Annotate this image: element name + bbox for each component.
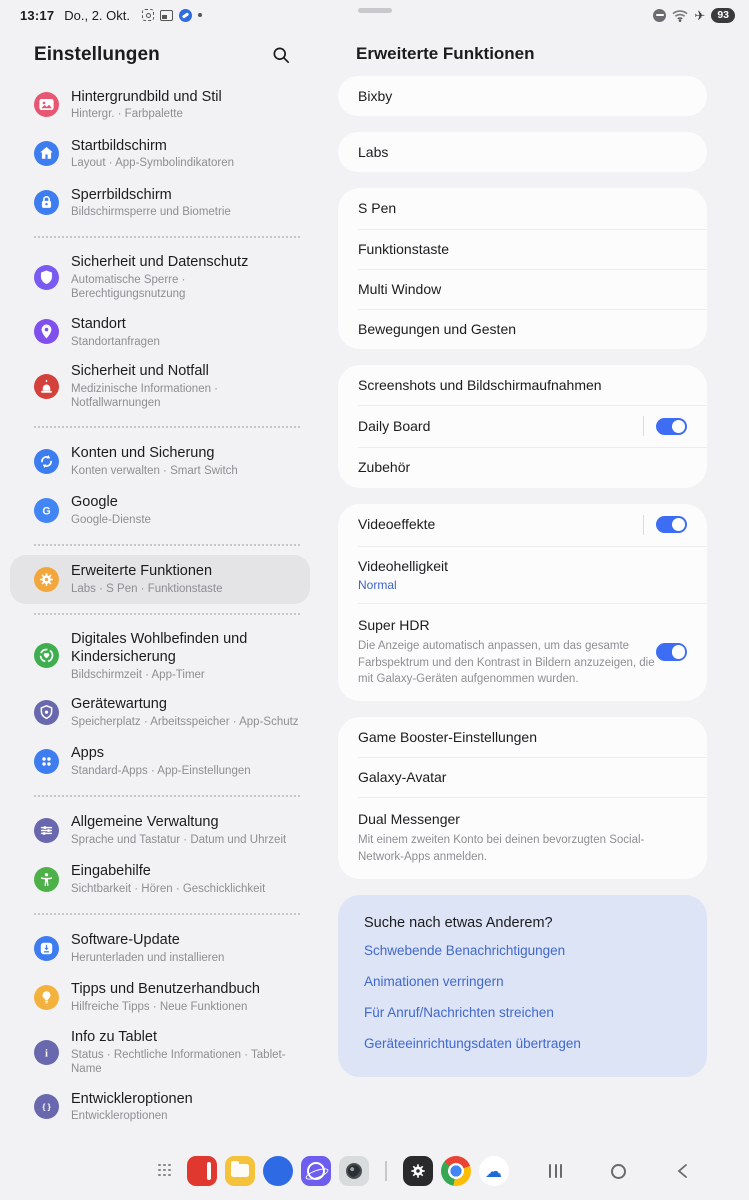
svg-text:i: i (45, 1047, 48, 1060)
sidebar-item-erweiterte-funktionen[interactable] (10, 555, 310, 604)
lock-icon (34, 190, 59, 215)
sidebar-item-tipps-und-benutzerhandbuch[interactable] (10, 973, 310, 1022)
dev-icon (34, 1094, 59, 1119)
setting-description: Die Anzeige automatisch anpassen, um das gesamte Farbspektrum und den Kontrast in Bildern anzuzeigen, die mit Galaxy-Geräten aufgenommen wurden. (358, 639, 655, 686)
tips-icon (34, 985, 59, 1010)
settings-card (338, 717, 707, 879)
toggle-divider (643, 416, 645, 436)
sidebar-item-subtitle: Hilfreiche Tipps · Neue Funktionen (71, 1001, 248, 1013)
home-button[interactable] (611, 1164, 626, 1179)
sidebar-item-label: Apps (71, 745, 105, 762)
setting-label: Bewegungen und Gesten (358, 320, 517, 337)
shield-icon (34, 265, 59, 290)
sidebar-item-subtitle: Bildschirmsperre und Biometrie (71, 206, 231, 219)
suggestion-link-für-anruf-nachrichten-streichen[interactable]: Für Anruf/Nachrichten streichen (364, 1004, 554, 1020)
messages-app-icon[interactable] (263, 1156, 293, 1186)
wallpaper-icon (34, 92, 59, 117)
sidebar-item-allgemeine-verwaltung[interactable] (10, 806, 310, 855)
sidebar-item-standort[interactable] (10, 307, 310, 356)
setting-label: Multi Window (358, 280, 442, 297)
sidebar-item-subtitle: Konten verwalten · Smart Switch (71, 464, 238, 477)
setting-row-bewegungen-und-gesten[interactable] (338, 309, 707, 349)
sidebar-header (0, 36, 320, 76)
sidebar-item-sicherheit-und-datenschutz[interactable] (10, 247, 310, 307)
page-title: Einstellungen (34, 44, 160, 65)
setting-row-videohelligkeit[interactable] (338, 546, 707, 603)
sidebar-item-label: Info zu Tablet (71, 1028, 157, 1045)
sidebar-item-label: Sperrbildschirm (71, 186, 172, 203)
sidebar-item-subtitle: Hintergr. · Farbpalette (71, 108, 183, 121)
toggle-switch[interactable] (656, 418, 687, 436)
sidebar-item-entwickleroptionen[interactable] (10, 1082, 310, 1131)
onedrive-app-icon[interactable]: ☁ (479, 1156, 509, 1186)
recents-button[interactable] (549, 1164, 562, 1178)
update-icon (34, 936, 59, 961)
battery-indicator: 93 (711, 8, 735, 23)
setting-label: Videoeffekte (358, 516, 436, 533)
search-suggestion-card (338, 895, 707, 1077)
files-app-icon[interactable] (225, 1156, 255, 1186)
devicecare-icon (34, 700, 59, 725)
sidebar-item-label: Tipps und Benutzerhandbuch (71, 981, 260, 998)
setting-row-labs[interactable] (338, 132, 707, 172)
sliders-icon (34, 818, 59, 843)
sidebar-item-sicherheit-und-notfall[interactable] (10, 356, 310, 416)
sidebar-item-label: Software-Update (71, 932, 180, 949)
setting-label: Bixby (358, 88, 393, 104)
suggestion-link-schwebende-benachrichtigungen[interactable]: Schwebende Benachrichtigungen (364, 942, 566, 958)
sidebar-item-sperrbildschirm[interactable] (10, 178, 310, 227)
settings-card (338, 188, 707, 349)
settings-app-icon[interactable] (403, 1156, 433, 1186)
sidebar-item-subtitle: Standard-Apps · App-Einstellungen (71, 765, 251, 777)
sidebar-item-label: Standort (71, 315, 126, 332)
sidebar-item-subtitle: Speicherplatz · Arbeitsspeicher · App-Schutz (71, 716, 299, 728)
sidebar-item-apps[interactable] (10, 737, 310, 786)
sidebar-item-label: Hintergrundbild und Stil (71, 88, 222, 105)
navigation-bar (549, 1163, 689, 1179)
screen-handle (358, 8, 392, 13)
suggestion-links (344, 935, 701, 1059)
sidebar-item-info-zu-tablet[interactable] (10, 1022, 310, 1082)
siren-icon (34, 374, 59, 399)
sidebar-item-subtitle: Sprache und Tastatur · Datum und Uhrzeit (71, 834, 287, 846)
setting-label: Videohelligkeit (358, 557, 449, 574)
setting-label: Screenshots und Bildschirmaufnahmen (358, 377, 602, 394)
home-icon (34, 141, 59, 166)
smart-select-icon (142, 9, 154, 21)
advanced-features-pane (324, 30, 749, 1148)
sidebar-item-subtitle: Herunterladen und installieren (71, 952, 225, 964)
settings-sidebar (0, 30, 324, 1148)
setting-label: Dual Messenger (358, 811, 460, 828)
sidebar-item-startbildschirm[interactable] (10, 129, 310, 178)
sidebar-item-subtitle: Medizinische Informationen · Notfallwarnungen (71, 383, 219, 410)
clock: 13:17 (20, 7, 55, 23)
chrome-app-icon[interactable] (441, 1156, 471, 1186)
all-apps-icon[interactable] (158, 1164, 173, 1179)
sidebar-item-konten-und-sicherung[interactable] (10, 437, 310, 486)
sidebar-item-subtitle: Standortanfragen (71, 335, 160, 348)
sidebar-item-subtitle: Sichtbarkeit · Hören · Geschicklichkeit (71, 883, 266, 895)
sidebar-item-label: Google (71, 494, 118, 511)
settings-cards (338, 76, 707, 879)
date: Do., 2. Okt. (64, 7, 130, 23)
mute-icon (653, 9, 666, 22)
airplane-icon: ✈ (694, 7, 706, 23)
accessibility-icon (34, 867, 59, 892)
notification-dot-icon (198, 13, 202, 17)
sidebar-item-digitales-wohlbefinden-und-kindersicherung[interactable] (10, 624, 310, 688)
setting-row-galaxy-avatar[interactable] (338, 757, 707, 797)
setting-row-game-booster-einstellungen[interactable] (338, 717, 707, 757)
pin-icon (34, 319, 59, 344)
setting-row-funktionstaste[interactable] (338, 229, 707, 269)
search-icon[interactable] (272, 46, 290, 64)
suggestion-link-animationen-verringern[interactable]: Animationen verringern (364, 973, 504, 989)
sidebar-item-hintergrundbild-und-stil[interactable] (10, 80, 310, 129)
info-icon (34, 1040, 59, 1065)
group-divider (34, 913, 300, 915)
sidebar-item-gerätewartung[interactable] (10, 688, 310, 737)
sidebar-item-label: Sicherheit und Notfall (71, 363, 209, 380)
sidebar-item-subtitle: Layout · App-Symbolindikatoren (71, 157, 235, 170)
sidebar-item-label: Konten und Sicherung (71, 445, 215, 462)
suggestion-title: Suche nach etwas Anderem? (364, 914, 553, 931)
wellbeing-icon (34, 643, 59, 668)
sidebar-item-subtitle: Status · Rechtliche Informationen · Tablet-Name (71, 1048, 286, 1075)
content-title: Erweiterte Funktionen (356, 44, 535, 63)
svg-text:G: G (42, 505, 51, 518)
setting-label: Game Booster-Einstellungen (358, 728, 537, 745)
settings-card (338, 76, 707, 116)
back-button[interactable] (675, 1163, 689, 1179)
google-icon (34, 498, 59, 523)
sidebar-item-subtitle: Automatische Sperre · Berechtigungsnutzung (71, 273, 186, 300)
group-divider (34, 544, 300, 546)
camera-app-icon[interactable] (339, 1156, 369, 1186)
sidebar-item-label: Gerätewartung (71, 696, 167, 713)
toggle-switch[interactable] (656, 643, 687, 661)
setting-label: Daily Board (358, 418, 431, 435)
sidebar-item-subtitle: Google-Dienste (71, 513, 151, 526)
setting-row-videoeffekte[interactable] (338, 504, 707, 546)
setting-label: S Pen (358, 200, 397, 217)
toggle-switch[interactable] (656, 516, 687, 534)
taskbar-dock (0, 1148, 749, 1200)
setting-row-daily-board[interactable] (338, 405, 707, 447)
sidebar-item-label: Entwickleroptionen (71, 1090, 193, 1107)
sidebar-item-label: Erweiterte Funktionen (71, 563, 213, 580)
setting-label: Super HDR (358, 616, 430, 633)
content-header (338, 36, 707, 76)
sidebar-item-subtitle: Labs · S Pen · Funktionstaste (71, 582, 223, 595)
dock-separator (385, 1161, 387, 1181)
group-divider (34, 426, 300, 428)
blue-badge-icon (179, 9, 192, 22)
setting-description: Mit einem zweiten Konto bei deinen bevorzugten Social-Network-Apps anmelden. (358, 834, 645, 864)
setting-row-multi-window[interactable] (338, 269, 707, 309)
setting-row-s-pen[interactable] (338, 188, 707, 228)
svg-text:{ }: { } (42, 1102, 51, 1112)
setting-row-zubehör[interactable] (338, 447, 707, 487)
sync-icon (34, 449, 59, 474)
setting-value: Normal (358, 577, 397, 592)
setting-label: Galaxy-Avatar (358, 769, 447, 786)
suggestion-link-geräteeinrichtungsdaten-übertragen[interactable]: Geräteeinrichtungsdaten übertragen (364, 1035, 581, 1051)
settings-card (338, 504, 707, 701)
setting-label: Labs (358, 144, 389, 161)
setting-row-super-hdr[interactable] (338, 603, 707, 701)
sidebar-item-software-update[interactable] (10, 924, 310, 973)
settings-card (338, 365, 707, 487)
status-left-icons (142, 9, 202, 22)
sidebar-item-subtitle: Bildschirmzeit · App-Timer (71, 668, 205, 681)
internet-app-icon[interactable] (301, 1156, 331, 1186)
group-divider (34, 613, 300, 615)
setting-label: Zubehör (358, 459, 411, 476)
window-icon (160, 10, 173, 21)
status-bar (0, 0, 749, 30)
setting-row-dual-messenger[interactable] (338, 797, 707, 879)
sidebar-item-label: Allgemeine Verwaltung (71, 814, 219, 831)
apps-icon (34, 749, 59, 774)
main-area (0, 30, 749, 1148)
group-divider (34, 795, 300, 797)
dock-app-list (187, 1156, 509, 1186)
notes-app-icon[interactable] (187, 1156, 217, 1186)
sidebar-item-list (0, 76, 320, 1131)
sidebar-item-label: Startbildschirm (71, 137, 167, 154)
setting-row-screenshots-und-bildschirmaufnahmen[interactable] (338, 365, 707, 405)
settings-card (338, 132, 707, 172)
sidebar-item-label: Digitales Wohlbefinden und Kindersicherung (71, 630, 248, 665)
sidebar-item-google[interactable] (10, 486, 310, 535)
wifi-icon (672, 9, 688, 22)
sidebar-item-subtitle: Entwickleroptionen (71, 1110, 168, 1123)
sidebar-item-label: Eingabehilfe (71, 863, 151, 880)
setting-row-bixby[interactable] (338, 76, 707, 116)
status-right-icons (653, 8, 735, 23)
setting-label: Funktionstaste (358, 240, 450, 257)
gear-icon (34, 567, 59, 592)
sidebar-item-label: Sicherheit und Datenschutz (71, 254, 249, 270)
sidebar-item-eingabehilfe[interactable] (10, 855, 310, 904)
group-divider (34, 236, 300, 238)
toggle-divider (643, 515, 645, 535)
